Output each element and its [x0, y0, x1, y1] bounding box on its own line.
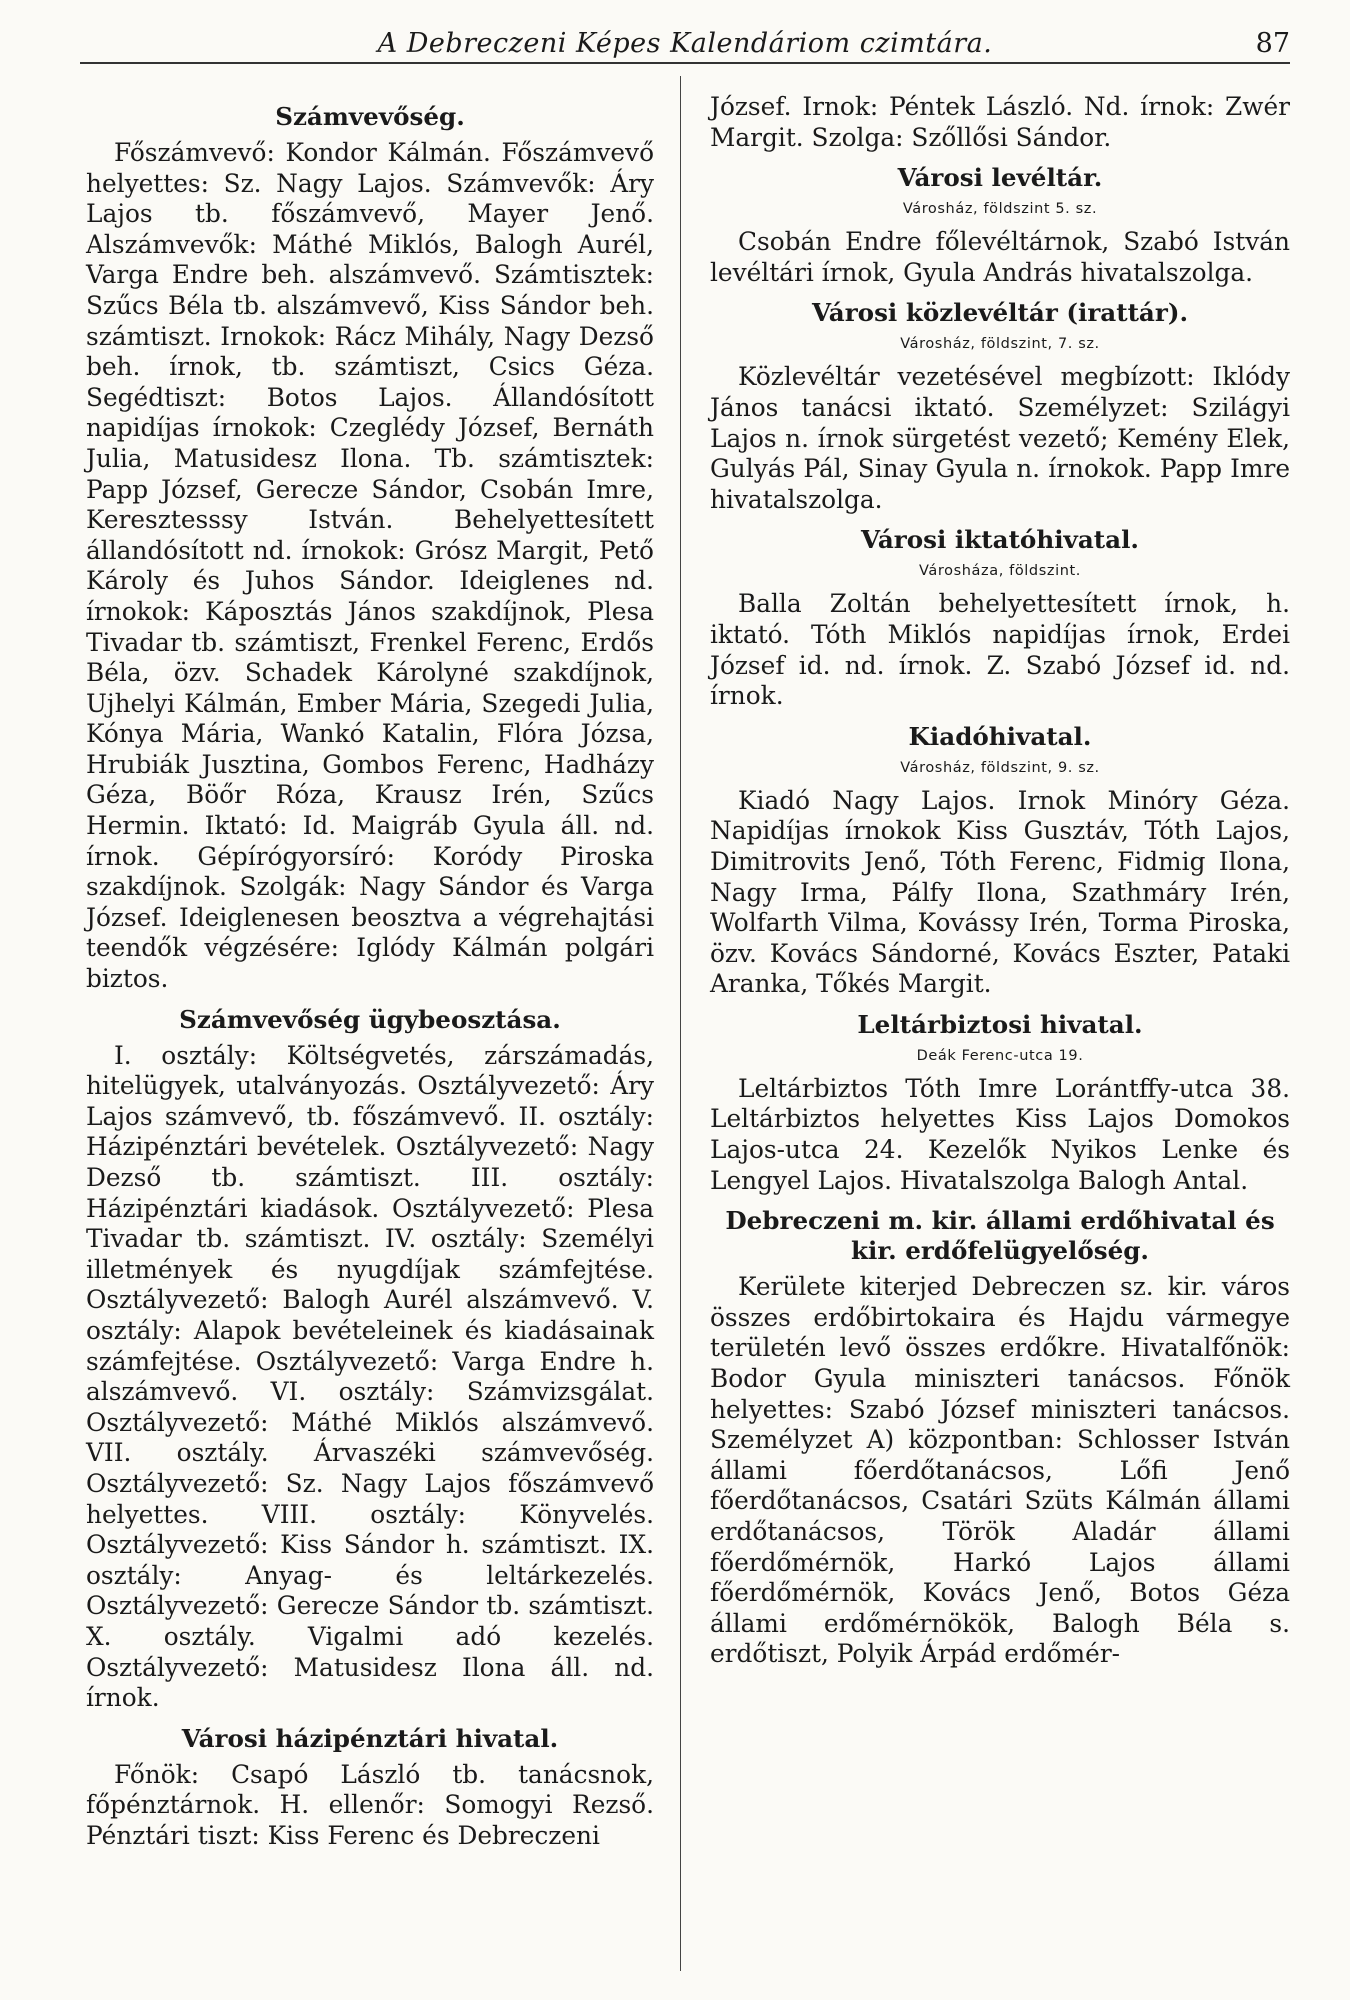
- section-leveltar: [710, 163, 1290, 288]
- section-title: Számvevőség.: [275, 102, 465, 131]
- section-text: Csobán Endre főlevéltárnok, Szabó István levéltári írnok, Gyula András hivatalszolga.: [710, 227, 1290, 287]
- section-text: Balla Zoltán behelyettesített írnok, h. iktató. Tóth Miklós napidíjas írnok, Erdei József id. nd. írnok. Z. Szabó József id. nd. írnok.: [710, 589, 1290, 711]
- section-title: Leltárbiztosi hivatal.: [857, 1009, 1143, 1039]
- left-column: [86, 92, 654, 1851]
- section-text: József. Irnok: Péntek László. Nd. írnok: Zwér Margit. Szolga: Szőllősi Sándor.: [710, 92, 1290, 152]
- section-hazipenztar: [86, 1724, 654, 1852]
- section-kozleveltar: [710, 298, 1290, 515]
- section-address: Városháza, földszint.: [918, 563, 1082, 580]
- section-leltarbiztos: [710, 1010, 1290, 1196]
- column-divider: [680, 76, 681, 1971]
- section-text: Közlevéltár vezetésével megbízott: Iklódy János tanácsi iktató. Személyzet: Szilágyi Lajos n. írnok sürgetést vezető; Kemény Elek, Gulyás Pál, Sinay Gyula n. írnokok. Papp Imre hivatalszolga.: [710, 362, 1290, 514]
- section-text: Főnök: Csapó László tb. tanácsnok, főpénztárnok. H. ellenőr: Somogyi Rezső. Pénztári tiszt: Kiss Ferenc és Debreczeni: [86, 1759, 654, 1850]
- section-szamvevoseg: [86, 102, 654, 995]
- section-title: Városi közlevéltár (irattár).: [811, 298, 1189, 328]
- section-title: Városi házipénztári hivatal.: [181, 1723, 559, 1753]
- section-text: Kiadó Nagy Lajos. Irnok Minóry Géza. Napidíjas írnokok Kiss Gusztáv, Tóth Lajos, Dimitrovits Jenő, Tóth Ferenc, Fidmig Ilona, Nagy Irma, Pálfy Ilona, Szathmáry Irén, Wolfarth Vilma, Kovássy Irén, Torma Piroska, özv. Kovács Sándorné, Kovács Eszter, Pataki Aranka, Tőkés Margit.: [710, 785, 1290, 999]
- section-erdohivatal: [710, 1206, 1290, 1670]
- section-title: Debreczeni m. kir. állami erdőhivatal és kir. erdőfelügyelőség.: [725, 1206, 1275, 1266]
- page-number: 87: [1255, 28, 1290, 59]
- right-column: [710, 92, 1290, 1670]
- section-iktatohivatal: [710, 525, 1290, 711]
- header-rule: [80, 62, 1290, 64]
- section-address: Városház, földszint, 9. sz.: [900, 759, 1100, 776]
- running-title: A Debreczeni Képes Kalendáriom czimtára.: [377, 28, 993, 59]
- section-title: Számvevőség ügybeosztása.: [179, 1004, 561, 1034]
- section-text: Leltárbiztos Tóth Imre Lorántffy-utca 38. Leltárbiztos helyettes Kiss Lajos Domokos Lajos-utca 24. Kezelők Nyikos Lenke és Lengyel Lajos. Hivatalszolga Balogh Antal.: [710, 1073, 1290, 1195]
- section-text: I. osztály: Költségvetés, zárszámadás, hitelügyek, utalványozás. Osztályvezető: Áry Lajos számvevő, tb. főszámvevő. II. osztály: Házipénztári bevételek. Osztályvezető: Nagy Dezső tb. számtiszt. III. osztály: Házipénztári kiadások. Osztályvezető: Plesa Tivadar tb. számtiszt. IV. osztály: Személyi illetmények és nyugdíjak számfejtése. Osztályvezető: Balogh Aurél alszámvevő. V. osztály: Alapok bevételeinek és kiadásainak számfejtése. Osztályvezető: Varga Endre h. alszámvevő. VI. osztály: Számvizsgálat. Osztályvezető: Máthé Miklós alszámvevő. VII. osztály. Árvaszéki számvevőség. Osztályvezető: Sz. Nagy Lajos főszámvevő helyettes. VIII. osztály: Könyvelés. Osztályvezető: Kiss Sándor h. számtiszt. IX. osztály: Anyag- és leltárkezelés. Osztályvezető: Gerecze Sándor tb. számtiszt. X. osztály. Vigalmi adó kezelés. Osztályvezető: Matusidesz Ilona áll. nd. írnok.: [86, 1040, 654, 1713]
- section-text: Főszámvevő: Kondor Kálmán. Főszámvevő helyettes: Sz. Nagy Lajos. Számvevők: Áry Lajos tb. főszámvevő, Mayer Jenő. Alszámvevők: Máthé Miklós, Balogh Aurél, Varga Endre beh. alszámvevő. Számtisztek: Szűcs Béla tb. alszámvevő, Kiss Sándor beh. számtiszt. Irnokok: Rácz Mihály, Nagy Dezső beh. írnok, tb. számtiszt, Csics Géza. Segédtiszt: Botos Lajos. Állandósított napidíjas írnokok: Czeglédy József, Bernáth Julia, Matusidesz Ilona. Tb. számtisztek: Papp József, Gerecze Sándor, Csobán Imre, Keresztesssy István. Behelyettesített állandósított nd. írnokok: Grósz Margit, Pető Károly és Juhos Sándor. Ideiglenes nd. írnokok: Káposztás János szakdíjnok, Plesa Tivadar tb. számtiszt, Frenkel Ferenc, Erdős Béla, özv. Schadek Károlyné szakdíjnok, Ujhelyi Kálmán, Ember Mária, Szegedi Julia, Kónya Mária, Wankó Katalin, Flóra Józsa, Hrubiák Jusztina, Gombos Ferenc, Hadházy Géza, Böőr Róza, Krausz Irén, Szűcs Hermin. Iktató: Id. Maigráb Gyula áll. nd. írnok. Gépírógyorsíró: Koródy Piroska szakdíjnok. Szolgák: Nagy Sándor és Varga József. Ideiglenesen beosztva a végrehajtási teendők végzésére: Iglódy Kálmán polgári biztos.: [86, 138, 654, 994]
- running-header: [80, 22, 1290, 62]
- section-address: Városház, földszint 5. sz.: [902, 201, 1098, 218]
- section-text: Kerülete kiterjed Debreczen sz. kir. város összes erdőbirtokaira és Hajdu vármegye területén levő összes erdőkre. Hivatalfőnök: Bodor Gyula miniszteri tanácsos. Főnök helyettes: Szabó József miniszteri tanácsos. Személyzet A) központban: Schlosser István állami főerdőtanácsos, Lőfi Jenő főerdőtanácsos, Csatári Szüts Kálmán állami erdőtanácsos, Török Aladár állami főerdőmérnök, Harkó Lajos állami főerdőmérnök, Kovács Jenő, Botos Géza állami erdőmérnökök, Balogh Béla s. erdőtiszt, Polyik Árpád erdőmér-: [710, 1272, 1290, 1669]
- section-kiadohivatal: [710, 722, 1290, 1000]
- section-ugybeosztas: [86, 1005, 654, 1714]
- section-address: Deák Ferenc-utca 19.: [916, 1047, 1084, 1064]
- section-title: Városi levéltár.: [897, 163, 1103, 193]
- section-title: Városi iktatóhivatal.: [861, 525, 1139, 555]
- section-address: Városház, földszint, 7. sz.: [900, 336, 1100, 353]
- section-title: Kiadóhivatal.: [908, 721, 1092, 751]
- section-continuation: [710, 92, 1290, 153]
